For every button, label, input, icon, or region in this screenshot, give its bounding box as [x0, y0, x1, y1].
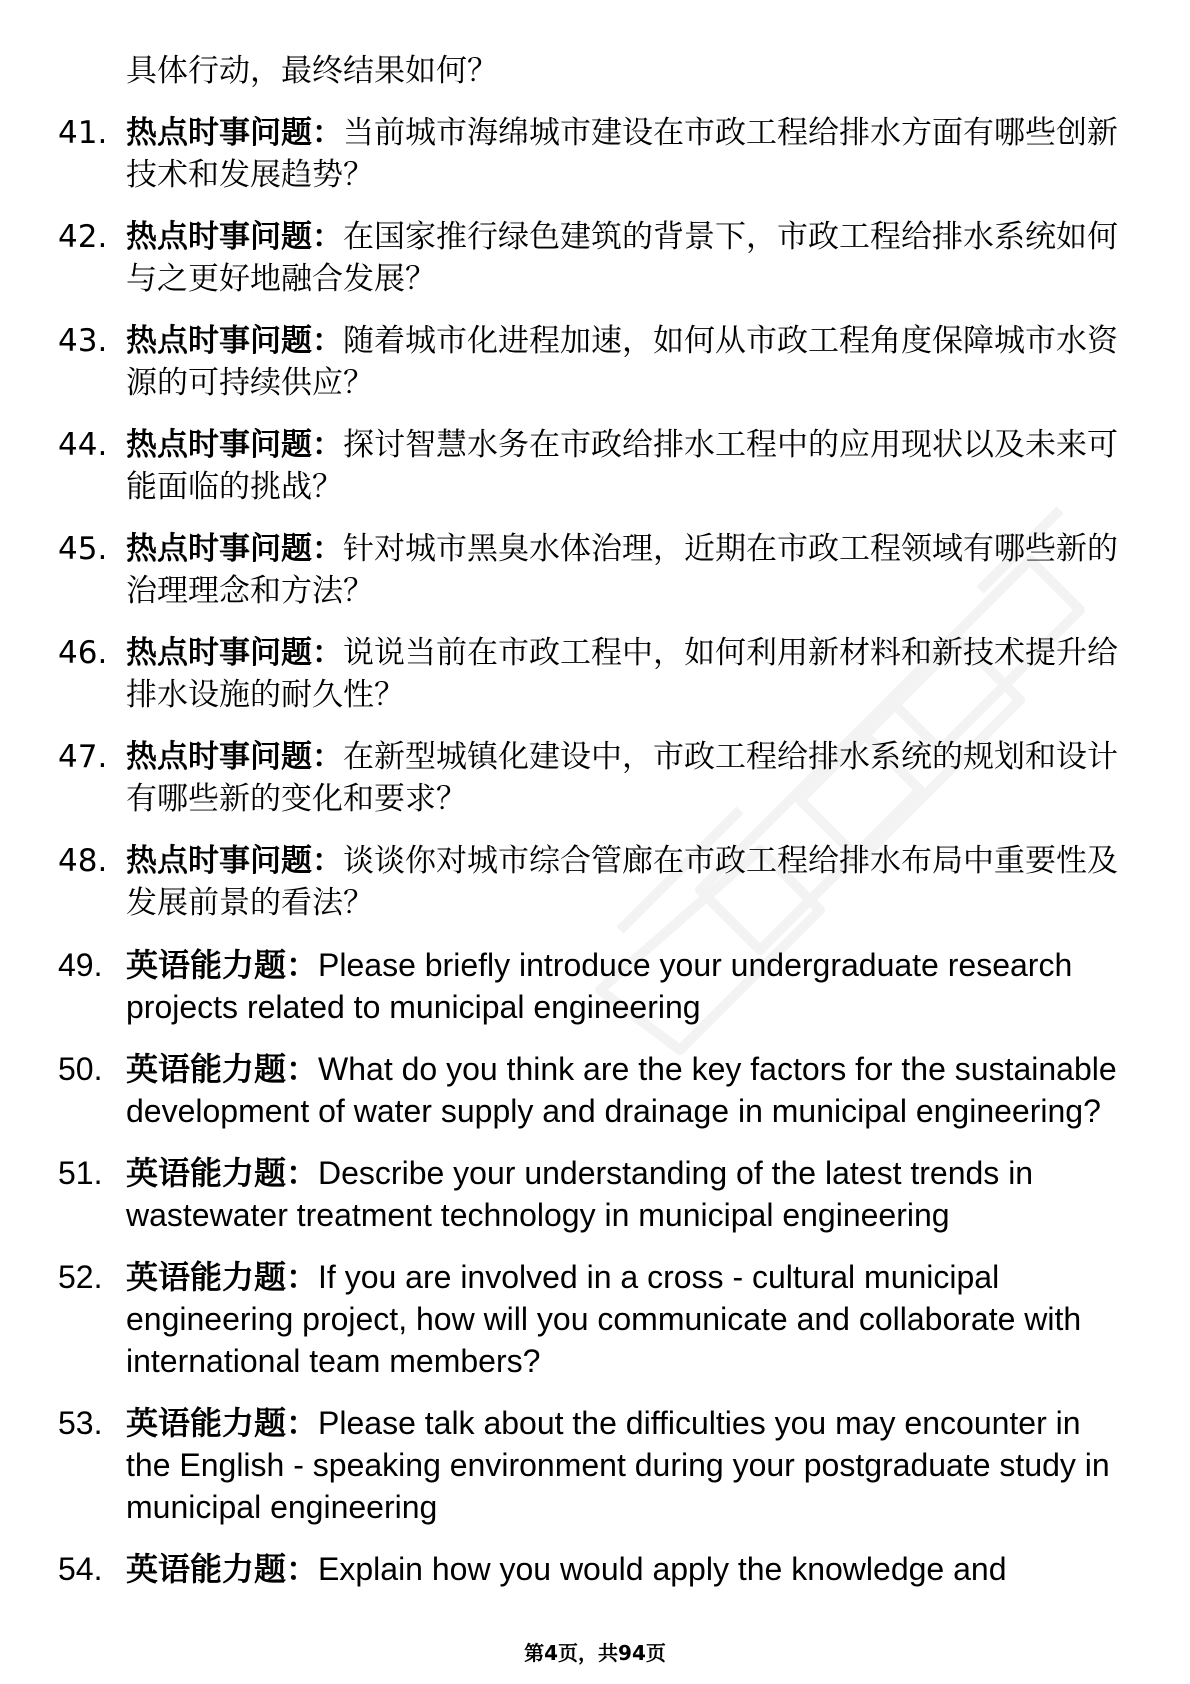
- question-number: 49.: [58, 947, 103, 983]
- question-number: 47.: [58, 739, 108, 775]
- question-category: 英语能力题：: [126, 947, 319, 983]
- question-text: If you are involved in a cross - cultural municipal engineering project, how will you communicate and collaborate with international team members?: [126, 1259, 1082, 1379]
- question-item-52: [58, 1256, 1118, 1382]
- question-text: Please talk about the difficulties you may encounter in the English - speaking environment during your postgraduate study in municipal engineering: [126, 1405, 1110, 1525]
- question-number: 53.: [58, 1405, 103, 1441]
- question-category: 英语能力题：: [126, 1051, 319, 1087]
- question-category: 热点时事问题：: [126, 115, 343, 151]
- question-category: 热点时事问题：: [126, 635, 343, 671]
- question-list: [58, 50, 1118, 1610]
- question-text: 当前城市海绵城市建设在市政工程给排水方面有哪些创新技术和发展趋势？: [126, 115, 1118, 193]
- question-number: 46.: [58, 635, 108, 671]
- question-item-53: [58, 1402, 1118, 1528]
- question-category: 热点时事问题：: [126, 739, 343, 775]
- question-item-41: [58, 112, 1118, 196]
- question-item-48: [58, 840, 1118, 924]
- question-item-51: [58, 1152, 1118, 1236]
- question-item-46: [58, 632, 1118, 716]
- question-number: 51.: [58, 1155, 103, 1191]
- question-number: 54.: [58, 1551, 103, 1587]
- question-item-54: [58, 1548, 1118, 1590]
- question-category: 英语能力题：: [126, 1155, 319, 1191]
- question-item-50: [58, 1048, 1118, 1132]
- question-category: 热点时事问题：: [126, 323, 343, 359]
- question-text: 在国家推行绿色建筑的背景下，市政工程给排水系统如何与之更好地融合发展？: [126, 219, 1118, 297]
- question-item-44: [58, 424, 1118, 508]
- question-text: 说说当前在市政工程中，如何利用新材料和新技术提升给排水设施的耐久性？: [126, 635, 1118, 713]
- question-number: 45.: [58, 531, 108, 567]
- question-text: What do you think are the key factors for the sustainable development of water supply and drainage in municipal engineering?: [126, 1051, 1117, 1129]
- question-text: 随着城市化进程加速，如何从市政工程角度保障城市水资源的可持续供应？: [126, 323, 1118, 401]
- question-text: Explain how you would apply the knowledge and: [318, 1551, 1007, 1587]
- question-category: 热点时事问题：: [126, 427, 343, 463]
- question-number: 52.: [58, 1259, 103, 1295]
- question-number: 44.: [58, 427, 108, 463]
- question-number: 41.: [58, 115, 108, 151]
- question-category: 热点时事问题：: [126, 531, 343, 567]
- question-text: 谈谈你对城市综合管廊在市政工程给排水布局中重要性及发展前景的看法？: [126, 843, 1118, 921]
- question-category: 热点时事问题：: [126, 219, 343, 255]
- question-number: 50.: [58, 1051, 103, 1087]
- question-category: 热点时事问题：: [126, 843, 343, 879]
- continuation-text: 具体行动，最终结果如何？: [126, 53, 498, 89]
- question-number: 48.: [58, 843, 108, 879]
- question-text: 探讨智慧水务在市政给排水工程中的应用现状以及未来可能面临的挑战？: [126, 427, 1118, 505]
- page-footer: 第4页，共94页: [524, 1641, 666, 1665]
- question-item-45: [58, 528, 1118, 612]
- question-category: 英语能力题：: [126, 1551, 319, 1587]
- question-text: Please briefly introduce your undergraduate research projects related to municipal engineering: [126, 947, 1073, 1025]
- question-item-42: [58, 216, 1118, 300]
- question-text: Describe your understanding of the latest trends in wastewater treatment technology in municipal engineering: [126, 1155, 1034, 1233]
- question-text: 在新型城镇化建设中，市政工程给排水系统的规划和设计有哪些新的变化和要求？: [126, 739, 1118, 817]
- question-item-49: [58, 944, 1118, 1028]
- question-number: 43.: [58, 323, 108, 359]
- question-number: 42.: [58, 219, 108, 255]
- question-category: 英语能力题：: [126, 1405, 319, 1441]
- question-text: 针对城市黑臭水体治理，近期在市政工程领域有哪些新的治理理念和方法？: [126, 531, 1118, 609]
- question-category: 英语能力题：: [126, 1259, 319, 1295]
- question-item-47: [58, 736, 1118, 820]
- question-item-43: [58, 320, 1118, 404]
